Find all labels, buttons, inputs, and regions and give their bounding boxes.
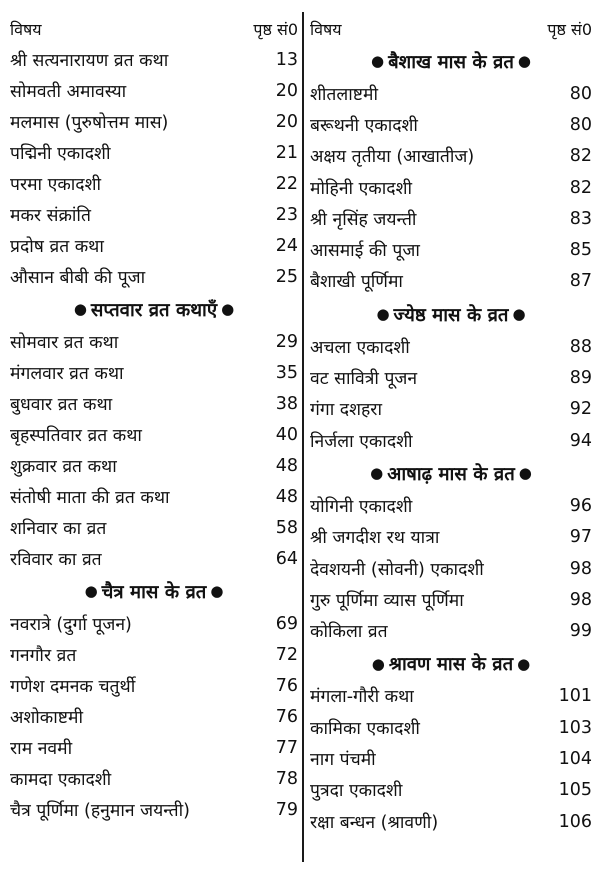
- bullet-icon: ●: [210, 582, 224, 600]
- entry-title: अशोकाष्टमी: [10, 707, 83, 728]
- toc-entry: [310, 141, 592, 172]
- toc-entry: [310, 490, 592, 521]
- toc-entry: [10, 44, 298, 75]
- bullet-icon: ●: [370, 464, 384, 483]
- bullet-icon: ●: [517, 654, 531, 673]
- entry-page-number: 92: [569, 399, 592, 420]
- entry-page-number: 99: [569, 621, 592, 642]
- section-title: चैत्र मास के व्रत: [101, 581, 207, 603]
- entry-title: रविवार का व्रत: [10, 549, 102, 570]
- entry-page-number: 20: [275, 80, 298, 101]
- toc-entry: [310, 806, 592, 837]
- toc-entry: [310, 584, 592, 615]
- bullet-icon: ●: [73, 300, 87, 318]
- entry-page-number: 13: [275, 49, 298, 70]
- entry-title: मलमास (पुरुषोत्तम मास): [10, 112, 169, 133]
- toc-entry: [10, 763, 298, 794]
- entry-title: बृहस्पतिवार व्रत कथा: [10, 425, 142, 446]
- toc-entry: [10, 419, 298, 450]
- entry-title: देवशयनी (सोवनी) एकादशी: [310, 559, 484, 580]
- entry-page-number: 78: [275, 768, 298, 789]
- entry-page-number: 106: [558, 811, 592, 832]
- entry-title: परमा एकादशी: [10, 174, 102, 195]
- toc-entry: [10, 230, 298, 261]
- toc-entry: [310, 234, 592, 265]
- entry-page-number: 20: [275, 111, 298, 132]
- entry-title: श्री जगदीश रथ यात्रा: [310, 528, 440, 549]
- right-entries: [310, 44, 592, 837]
- toc-entry: [310, 425, 592, 456]
- entry-title: बरूथनी एकादशी: [310, 115, 418, 136]
- entry-title: कामिका एकादशी: [310, 718, 420, 739]
- right-column: [310, 14, 592, 837]
- toc-entry: [10, 261, 298, 292]
- entry-page-number: 98: [569, 589, 592, 610]
- entry-page-number: 79: [275, 799, 298, 820]
- entry-page-number: 40: [275, 424, 298, 445]
- page-number-heading: पृष्ठ सं0: [547, 20, 592, 39]
- subject-heading: विषय: [310, 20, 342, 39]
- entry-title: शीतलाष्टमी: [310, 84, 379, 105]
- entry-title: चैत्र पूर्णिमा (हनुमान जयन्ती): [10, 800, 190, 821]
- entry-page-number: 97: [569, 527, 592, 548]
- toc-entry: [10, 450, 298, 481]
- entry-page-number: 101: [558, 686, 592, 707]
- left-column: [10, 14, 298, 825]
- entry-title: अक्षय तृतीया (आखातीज): [310, 147, 475, 168]
- entry-title: कामदा एकादशी: [10, 769, 112, 790]
- entry-title: संतोषी माता की व्रत कथा: [10, 487, 170, 508]
- entry-title: गनगौर व्रत: [10, 645, 77, 666]
- toc-entry: [10, 388, 298, 419]
- entry-title: शुक्रवार व्रत कथा: [10, 456, 117, 477]
- toc-entry: [10, 608, 298, 639]
- bullet-icon: ●: [371, 654, 385, 673]
- section-heading: [310, 297, 592, 331]
- entry-page-number: 98: [569, 558, 592, 579]
- section-heading: [310, 647, 592, 681]
- entry-page-number: 76: [275, 706, 298, 727]
- toc-entry: [310, 172, 592, 203]
- toc-entry: [310, 775, 592, 806]
- entry-page-number: 21: [275, 142, 298, 163]
- entry-page-number: 35: [275, 362, 298, 383]
- toc-entry: [10, 732, 298, 763]
- entry-title: औसान बीबी की पूजा: [10, 267, 146, 288]
- toc-entry: [310, 681, 592, 712]
- section-heading: [310, 44, 592, 78]
- bullet-icon: ●: [376, 305, 390, 324]
- toc-entry: [310, 203, 592, 234]
- entry-page-number: 80: [569, 83, 592, 104]
- bullet-icon: ●: [518, 464, 532, 483]
- section-heading: [310, 456, 592, 490]
- entry-title: योगिनी एकादशी: [310, 496, 413, 517]
- toc-entry: [10, 326, 298, 357]
- entry-page-number: 72: [275, 644, 298, 665]
- entry-page-number: 48: [275, 455, 298, 476]
- entry-title: सोमवती अमावस्या: [10, 81, 127, 102]
- entry-page-number: 80: [569, 114, 592, 135]
- entry-title: रक्षा बन्धन (श्रावणी): [310, 812, 439, 833]
- entry-title: गंगा दशहरा: [310, 400, 382, 421]
- entry-page-number: 105: [558, 780, 592, 801]
- section-title: बैशाख मास के व्रत: [388, 51, 514, 73]
- entry-page-number: 24: [275, 235, 298, 256]
- bullet-icon: ●: [84, 582, 98, 600]
- section-title: श्रावण मास के व्रत: [388, 654, 514, 676]
- entry-page-number: 82: [569, 177, 592, 198]
- entry-title: कोकिला व्रत: [310, 622, 388, 643]
- toc-entry: [310, 522, 592, 553]
- entry-title: मंगलवार व्रत कथा: [10, 363, 124, 384]
- entry-page-number: 22: [275, 173, 298, 194]
- toc-entry: [10, 106, 298, 137]
- bullet-icon: ●: [221, 300, 235, 318]
- entry-title: अचला एकादशी: [310, 337, 410, 358]
- toc-entry: [310, 553, 592, 584]
- entry-title: मंगला-गौरी कथा: [310, 687, 414, 708]
- entry-page-number: 87: [569, 271, 592, 292]
- entry-page-number: 64: [275, 548, 298, 569]
- toc-entry: [310, 109, 592, 140]
- section-heading: [10, 574, 298, 608]
- entry-page-number: 69: [275, 613, 298, 634]
- entry-title: गुरु पूर्णिमा व्यास पूर्णिमा: [310, 590, 464, 611]
- toc-entry: [10, 512, 298, 543]
- entry-title: पद्मिनी एकादशी: [10, 143, 111, 164]
- column-header: [310, 14, 592, 44]
- section-title: ज्येष्ठ मास के व्रत: [393, 304, 509, 326]
- toc-entry: [310, 394, 592, 425]
- section-title: आषाढ़ मास के व्रत: [387, 463, 515, 485]
- entry-title: निर्जला एकादशी: [310, 431, 413, 452]
- toc-entry: [10, 670, 298, 701]
- entry-title: नाग पंचमी: [310, 749, 376, 770]
- entry-title: शनिवार का व्रत: [10, 518, 107, 539]
- toc-entry: [310, 712, 592, 743]
- toc-entry: [10, 639, 298, 670]
- toc-entry: [10, 137, 298, 168]
- entry-page-number: 83: [569, 208, 592, 229]
- toc-entry: [310, 266, 592, 297]
- entry-page-number: 38: [275, 393, 298, 414]
- entry-page-number: 48: [275, 486, 298, 507]
- entry-title: मोहिनी एकादशी: [310, 178, 413, 199]
- entry-page-number: 58: [275, 517, 298, 538]
- section-heading: [10, 292, 298, 326]
- entry-page-number: 88: [569, 336, 592, 357]
- page-number-heading: पृष्ठ सं0: [253, 20, 298, 39]
- entry-title: वट सावित्री पूजन: [310, 369, 418, 390]
- entry-title: प्रदोष व्रत कथा: [10, 236, 104, 257]
- entry-page-number: 89: [569, 368, 592, 389]
- entry-title: पुत्रदा एकादशी: [310, 781, 403, 802]
- bullet-icon: ●: [517, 52, 531, 70]
- entry-page-number: 85: [569, 240, 592, 261]
- entry-page-number: 29: [275, 331, 298, 352]
- toc-entry: [10, 199, 298, 230]
- toc-entry: [10, 701, 298, 732]
- entry-title: मकर संक्रांति: [10, 205, 91, 226]
- toc-entry: [310, 362, 592, 393]
- entry-page-number: 96: [569, 495, 592, 516]
- toc-entry: [10, 168, 298, 199]
- entry-page-number: 104: [558, 748, 592, 769]
- section-title: सप्तवार व्रत कथाएँ: [90, 299, 218, 321]
- toc-entry: [10, 481, 298, 512]
- toc-entry: [310, 331, 592, 362]
- entry-title: आसमाई की पूजा: [310, 241, 420, 262]
- entry-title: गणेश दमनक चतुर्थी: [10, 676, 136, 697]
- column-divider: [302, 12, 304, 862]
- toc-entry: [310, 615, 592, 646]
- toc-entry: [10, 543, 298, 574]
- entry-page-number: 76: [275, 675, 298, 696]
- entry-title: श्री सत्यनारायण व्रत कथा: [10, 50, 169, 71]
- toc-entry: [10, 357, 298, 388]
- entry-title: श्री नृसिंह जयन्ती: [310, 209, 417, 230]
- toc-entry: [10, 75, 298, 106]
- toc-entry: [310, 78, 592, 109]
- entry-title: बुधवार व्रत कथा: [10, 394, 113, 415]
- left-entries: [10, 44, 298, 825]
- bullet-icon: ●: [512, 305, 526, 324]
- entry-title: बैशाखी पूर्णिमा: [310, 272, 403, 293]
- entry-page-number: 94: [569, 430, 592, 451]
- entry-page-number: 77: [275, 737, 298, 758]
- toc-entry: [310, 743, 592, 774]
- toc-entry: [10, 794, 298, 825]
- entry-page-number: 25: [275, 266, 298, 287]
- entry-title: सोमवार व्रत कथा: [10, 332, 119, 353]
- entry-title: नवरात्रे (दुर्गा पूजन): [10, 614, 132, 635]
- subject-heading: विषय: [10, 20, 42, 39]
- entry-page-number: 82: [569, 146, 592, 167]
- entry-title: राम नवमी: [10, 738, 73, 759]
- entry-page-number: 23: [275, 204, 298, 225]
- entry-page-number: 103: [558, 717, 592, 738]
- bullet-icon: ●: [371, 52, 385, 70]
- column-header: [10, 14, 298, 44]
